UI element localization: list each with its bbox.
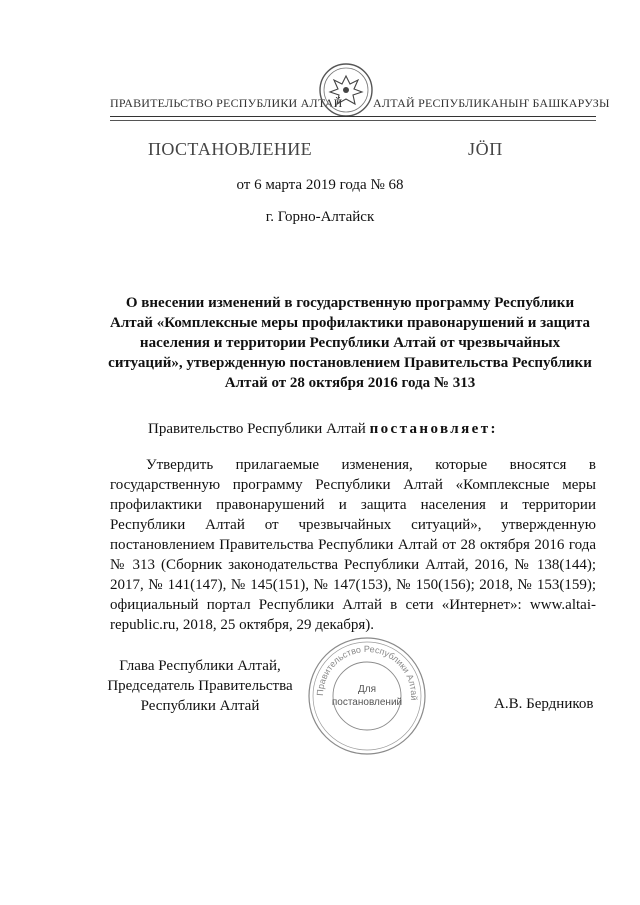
header-divider-thin [110,120,596,121]
header-divider-thick [110,116,596,117]
signatory-title [100,656,300,716]
republic-altai-emblem-icon [318,62,374,118]
official-stamp [305,634,429,758]
document-body: Утвердить прилагаемые изменения, которые вносятся в государственную программу Республики Алтай «Комплексные меры профилактики правонарушений и защита населения и территории Республики Алтай от чрезвычайных ситуаций», утвержденную постановлением Правительства Республики Алтай от 28 октября 2016 года № 313 (Сборник законодательства Республики Алтай, 2016, № 138(144); 2017, № 141(147), № 145(151), № 147(153), № 150(156); 2018, № 153(159); официальный портал Республики Алтай в сети «Интернет»: www.altai-republic.ru, 2018, 25 октября, 29 декабря). [110,457,596,633]
document-date: от 6 марта 2019 года № 68 [236,177,404,193]
stamp-inner-line: постановлений [331,697,403,708]
stamp-ring-text: Правительство Республики Алтай [314,643,420,701]
header-org-ru: ПРАВИТЕЛЬСТВО РЕСПУБЛИКИ АЛТАЙ [110,96,343,110]
signatory-title-line: Председатель Правительства [107,678,293,694]
signatory-name: А.В. Бердников [494,696,594,712]
document-city: г. Горно-Алтайск [265,209,375,225]
resolution-intro-text: Правительство Республики Алтай [148,421,370,437]
header-org-alt: АЛТАЙ РЕСПУБЛИКАНЫҤ БАШКАРУЗЫ [373,96,610,110]
signatory-title-line: Глава Республики Алтай, [119,658,281,674]
signatory-title-line: Республики Алтай [140,698,260,714]
resolution-action: постановляет: [369,421,498,437]
document-title: О внесении изменений в государственную программу Республики Алтай «Комплексные меры профилактики правонарушений и защита населения и территории Республики Алтай от чрезвычайных ситуаций», утвержденную постановлением Правительства Республики Алтай от 28 октября 2016 года № 313 [108,295,592,391]
stamp-circle-icon [305,634,429,758]
stamp-inner-line: Для [357,684,377,695]
doctype-ru: ПОСТАНОВЛЕНИЕ [148,139,313,159]
doctype-alt: ЈӦП [468,139,503,159]
resolution-intro [148,421,498,438]
